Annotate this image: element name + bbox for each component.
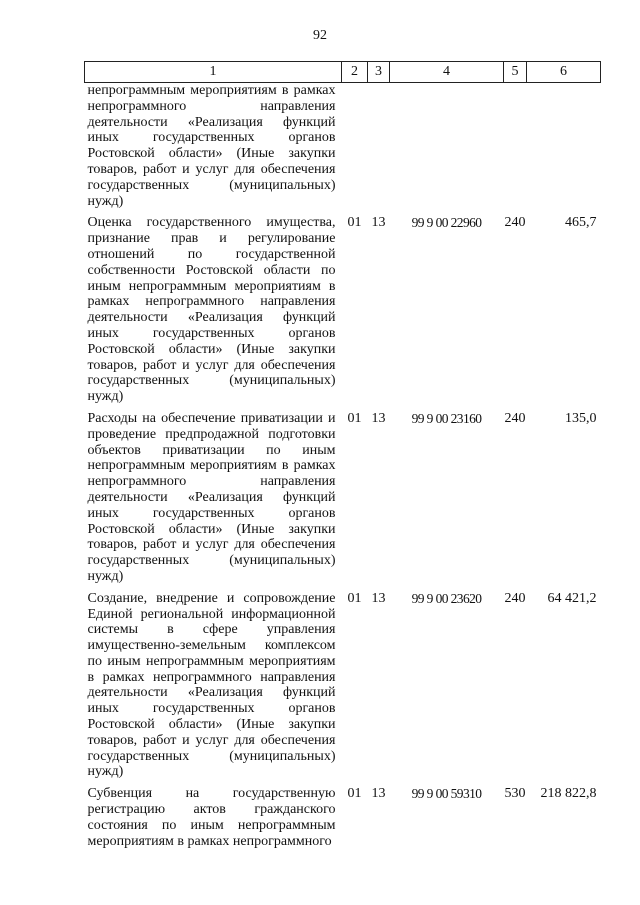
row-description: непрограммным мероприятиям в рамках непрограммного направления деятельности «Реализация функций иных государственных органов Ростовской области» (Иные закупки товаров, работ и услуг для обеспечения государственных (муниципальных) нужд): [87, 83, 336, 209]
row-amount: 465,7: [565, 215, 597, 231]
row-section: [342, 83, 368, 210]
row-section: 01: [347, 215, 362, 231]
table-row: [85, 585, 601, 781]
row-expense-type: 240: [504, 410, 526, 426]
row-subsection: 13: [371, 590, 386, 606]
row-section: 01: [347, 410, 362, 426]
row-target-article: 99 9 00 23620: [411, 590, 482, 606]
row-expense-type: [504, 83, 527, 210]
row-target-article: 99 9 00 22960: [411, 215, 482, 231]
row-amount: [527, 83, 601, 210]
row-subsection: 13: [371, 215, 386, 231]
table-row: [85, 780, 601, 849]
column-header-description: 1: [85, 62, 342, 83]
column-header-section: 2: [342, 62, 368, 83]
row-expense-type: 240: [504, 215, 526, 231]
row-subsection: 13: [371, 410, 386, 426]
row-amount: 135,0: [565, 410, 597, 426]
row-description: Создание, внедрение и сопровождение Единой региональной информационной системы в сфере управления имущественно-земельным комплексом по иным непрограммным мероприятиям в рамках непрограммного направления деятельности «Реализация функций иных государственных органов Ростовской области» (Иные закупки товаров, работ и услуг для обеспечения государственных (муниципальных) нужд): [87, 590, 336, 780]
row-section: 01: [347, 590, 362, 606]
budget-table: [84, 61, 601, 849]
column-header-subsection: 3: [368, 62, 390, 83]
table-row: [85, 405, 601, 585]
row-subsection: [368, 83, 390, 210]
row-amount: 64 421,2: [547, 590, 597, 606]
table-header-row: [85, 62, 601, 83]
row-target-article: [390, 83, 504, 210]
column-header-amount: 6: [527, 62, 601, 83]
row-target-article: 99 9 00 59310: [411, 786, 482, 802]
column-header-target-article: 4: [390, 62, 504, 83]
row-description: Оценка государственного имущества, признание прав и регулирование отношений по государственной собственности Ростовской области по иным непрограммным мероприятиям в рамках непрограммного направления деятельности «Реализация функций иных государственных органов Ростовской области» (Иные закупки товаров, работ и услуг для обеспечения государственных (муниципальных) нужд): [87, 215, 336, 405]
row-description: Субвенция на государственную регистрацию актов гражданского состояния по иным непрограммным мероприятиям в рамках непрограммного: [87, 786, 336, 849]
row-target-article: 99 9 00 23160: [411, 410, 482, 426]
row-expense-type: 530: [504, 786, 526, 802]
column-header-expense-type: 5: [504, 62, 527, 83]
row-amount: 218 822,8: [540, 786, 597, 802]
row-expense-type: 240: [504, 590, 526, 606]
page-number: 92: [313, 28, 327, 43]
row-subsection: 13: [371, 786, 386, 802]
row-section: 01: [347, 786, 362, 802]
row-description: Расходы на обеспечение приватизации и проведение предпродажной подготовки объектов приватизации по иным непрограммным мероприятиям в рамках непрограммного направления деятельности «Реализация функций иных государственных органов Ростовской области» (Иные закупки товаров, работ и услуг для обеспечения государственных (муниципальных) нужд): [87, 410, 336, 584]
table-row: [85, 209, 601, 405]
table-row: [85, 83, 601, 210]
